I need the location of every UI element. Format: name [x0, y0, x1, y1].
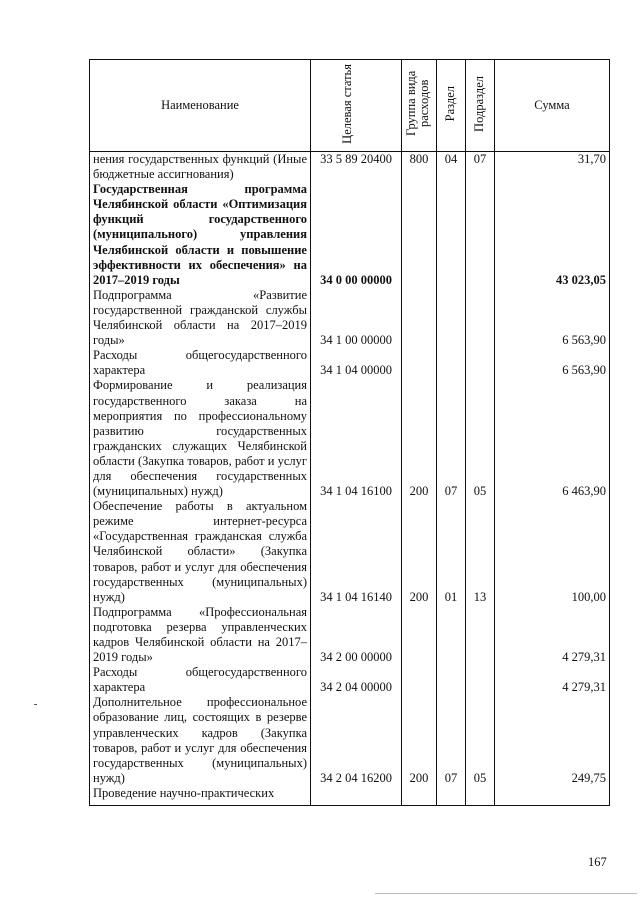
margin-mark: [34, 704, 37, 705]
row-subsection: [466, 786, 495, 806]
row-subsection: [466, 348, 495, 378]
row-group: [402, 665, 437, 695]
row-target: 34 2 00 00000: [311, 605, 402, 665]
table-row: [90, 786, 610, 806]
row-sum: 4 279,31: [495, 665, 610, 695]
row-name: Подпрограмма «Развитие государственной гражданской службы Челябинской области на 2017–2019 годы»: [90, 288, 311, 348]
row-name: Государственная программа Челябинской области «Оптимизация функций государственного (муниципального) управления Челябинской области и повышение эффективности их обеспечения» на 2017–2019 годы: [90, 182, 311, 288]
row-subsection: 05: [466, 695, 495, 786]
table-row: [90, 288, 610, 348]
row-name: нения государственных функций (Иные бюджетные ассигнования): [90, 152, 311, 183]
row-group: 200: [402, 378, 437, 499]
table-row: [90, 499, 610, 605]
row-section: 07: [437, 378, 466, 499]
row-section: [437, 605, 466, 665]
row-group: [402, 182, 437, 288]
row-group: 800: [402, 152, 437, 183]
row-section: [437, 786, 466, 806]
row-group: [402, 288, 437, 348]
row-subsection: 07: [466, 152, 495, 183]
header-sum: Сумма: [495, 60, 610, 152]
row-name: Подпрограмма «Профессиональная подготовка резерва управленческих кадров Челябинской области на 2017–2019 годы»: [90, 605, 311, 665]
row-sum: 43 023,05: [495, 182, 610, 288]
row-name: Расходы общегосударственного характера: [90, 665, 311, 695]
table-row: [90, 348, 610, 378]
header-name: Наименование: [90, 60, 311, 152]
table-row: [90, 605, 610, 665]
header-target: Целевая статья: [311, 60, 402, 152]
header-section: Раздел: [437, 60, 466, 152]
row-name: Проведение научно-практических: [90, 786, 311, 806]
row-subsection: [466, 288, 495, 348]
row-section: 07: [437, 695, 466, 786]
row-section: [437, 288, 466, 348]
row-sum: 6 563,90: [495, 348, 610, 378]
row-sum: 249,75: [495, 695, 610, 786]
row-section: [437, 665, 466, 695]
row-target: 34 0 00 00000: [311, 182, 402, 288]
row-sum: 6 463,90: [495, 378, 610, 499]
row-subsection: [466, 665, 495, 695]
row-group: [402, 786, 437, 806]
row-target: 34 1 04 16100: [311, 378, 402, 499]
row-sum: [495, 786, 610, 806]
row-section: 04: [437, 152, 466, 183]
row-sum: 100,00: [495, 499, 610, 605]
row-subsection: [466, 605, 495, 665]
row-subsection: [466, 182, 495, 288]
row-target: [311, 786, 402, 806]
table-row: [90, 695, 610, 786]
header-group: Группа вида расходов: [402, 60, 437, 152]
row-target: 33 5 89 20400: [311, 152, 402, 183]
row-sum: 6 563,90: [495, 288, 610, 348]
row-section: [437, 182, 466, 288]
row-target: 34 1 04 16140: [311, 499, 402, 605]
row-target: 34 2 04 16200: [311, 695, 402, 786]
page-number: 167: [588, 855, 607, 869]
table-row: [90, 378, 610, 499]
row-target: 34 1 00 00000: [311, 288, 402, 348]
row-group: 200: [402, 695, 437, 786]
header-subsection: Подраздел: [466, 60, 495, 152]
row-group: [402, 605, 437, 665]
row-section: [437, 348, 466, 378]
budget-table: [89, 59, 610, 806]
row-name: Расходы общегосударственного характера: [90, 348, 311, 378]
row-name: Формирование и реализация государственного заказа на мероприятия по профессиональному развитию государственных гражданских служащих Челябинской области (Закупка товаров, работ и услуг для обеспечения государственных (муниципальных) нужд): [90, 378, 311, 499]
row-name: Обеспечение работы в актуальном режиме интернет-ресурса «Государственная гражданская служба Челябинской области» (Закупка товаров, работ и услуг для обеспечения государственных (муниципальных) нужд): [90, 499, 311, 605]
table-header-row: [90, 60, 610, 152]
row-group: 200: [402, 499, 437, 605]
row-sum: 31,70: [495, 152, 610, 183]
row-group: [402, 348, 437, 378]
bottom-rule: [375, 893, 637, 894]
row-subsection: 05: [466, 378, 495, 499]
row-name: Дополнительное профессиональное образование лиц, состоящих в резерве управленческих кадров (Закупка товаров, работ и услуг для обеспечения государственных (муниципальных) нужд): [90, 695, 311, 786]
table-row: [90, 152, 610, 183]
row-target: 34 1 04 00000: [311, 348, 402, 378]
row-section: 01: [437, 499, 466, 605]
row-target: 34 2 04 00000: [311, 665, 402, 695]
table-row: [90, 182, 610, 288]
row-subsection: 13: [466, 499, 495, 605]
table-row: [90, 665, 610, 695]
row-sum: 4 279,31: [495, 605, 610, 665]
